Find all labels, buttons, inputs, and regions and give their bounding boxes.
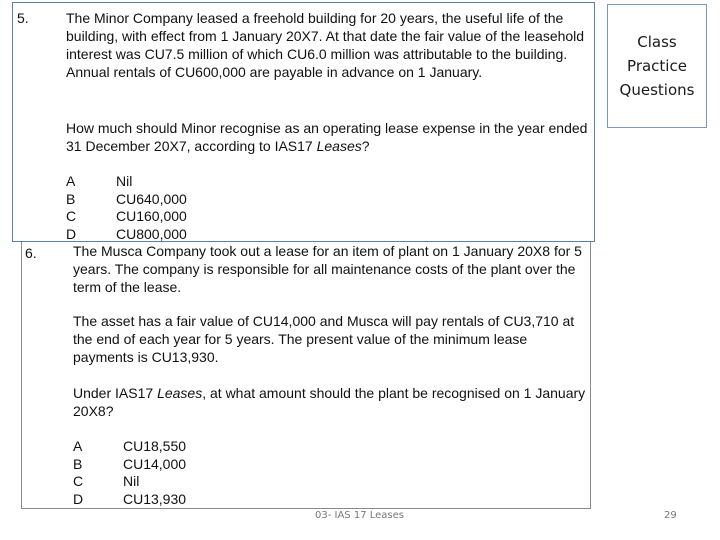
option-letter: A xyxy=(73,438,83,454)
option-text: CU640,000 xyxy=(116,190,187,207)
option-letter: D xyxy=(66,225,77,242)
question-paragraph: The asset has a fair value of CU14,000 and Musca will pay rentals of CU3,710 at the end of each year for 5 years. The present value of the minimum lease payments is CU13,930. xyxy=(73,313,575,365)
option-letter: C xyxy=(73,473,84,489)
class-practice-label-box xyxy=(607,4,707,128)
option-text: Nil xyxy=(116,173,133,189)
option-text: CU18,550 xyxy=(123,438,187,454)
option-letter: B xyxy=(66,190,76,207)
option-text: CU14,000 xyxy=(123,455,187,472)
option-text: CU13,930 xyxy=(123,490,187,507)
answer-option-c[interactable] xyxy=(73,473,186,491)
answer-option-a[interactable] xyxy=(73,438,186,456)
question-5-block xyxy=(12,2,595,242)
footer-title: 03- IAS 17 Leases xyxy=(315,510,404,521)
option-letter: A xyxy=(66,173,76,189)
option-letter: B xyxy=(73,455,83,472)
question-paragraph: The Musca Company took out a lease for an item of plant on 1 January 20X8 for 5 years. The company is responsible for all maintenance costs of the plant over the term of the lease. xyxy=(73,243,582,295)
option-text: CU800,000 xyxy=(116,225,187,242)
answer-option-d[interactable] xyxy=(73,491,186,509)
question-number: 5. xyxy=(17,10,29,26)
option-letter: D xyxy=(73,490,84,507)
question-paragraph: The Minor Company leased a freehold building for 20 years, the useful life of the building, with effect from 1 January 20X7. At that date the fair value of the leasehold interest was CU7.5 million of which CU6.0 million was attributable to the building. Annual rentals of CU600,000 are payable in advance on 1 January. xyxy=(66,10,585,80)
option-text: Nil xyxy=(123,473,140,489)
answer-options xyxy=(73,438,186,508)
option-letter: C xyxy=(66,208,77,224)
option-text: CU160,000 xyxy=(116,208,187,224)
question-prompt: How much should Minor recognise as an operating lease expense in the year ended 31 December 20X7, according to IAS17 Leases? xyxy=(66,120,588,154)
answer-option-a[interactable] xyxy=(66,173,187,191)
answer-option-b[interactable] xyxy=(73,456,186,474)
page-number: 29 xyxy=(664,510,677,521)
answer-option-c[interactable] xyxy=(66,208,187,226)
question-number: 6. xyxy=(25,245,37,261)
question-prompt: Under IAS17 Leases, at what amount should the plant be recognised on 1 January 20X8? xyxy=(73,385,586,419)
question-6-block xyxy=(21,242,591,509)
answer-option-b[interactable] xyxy=(66,191,187,209)
answer-option-d[interactable] xyxy=(66,226,187,243)
class-practice-label: Class Practice Questions xyxy=(619,33,695,99)
answer-options xyxy=(66,173,187,242)
